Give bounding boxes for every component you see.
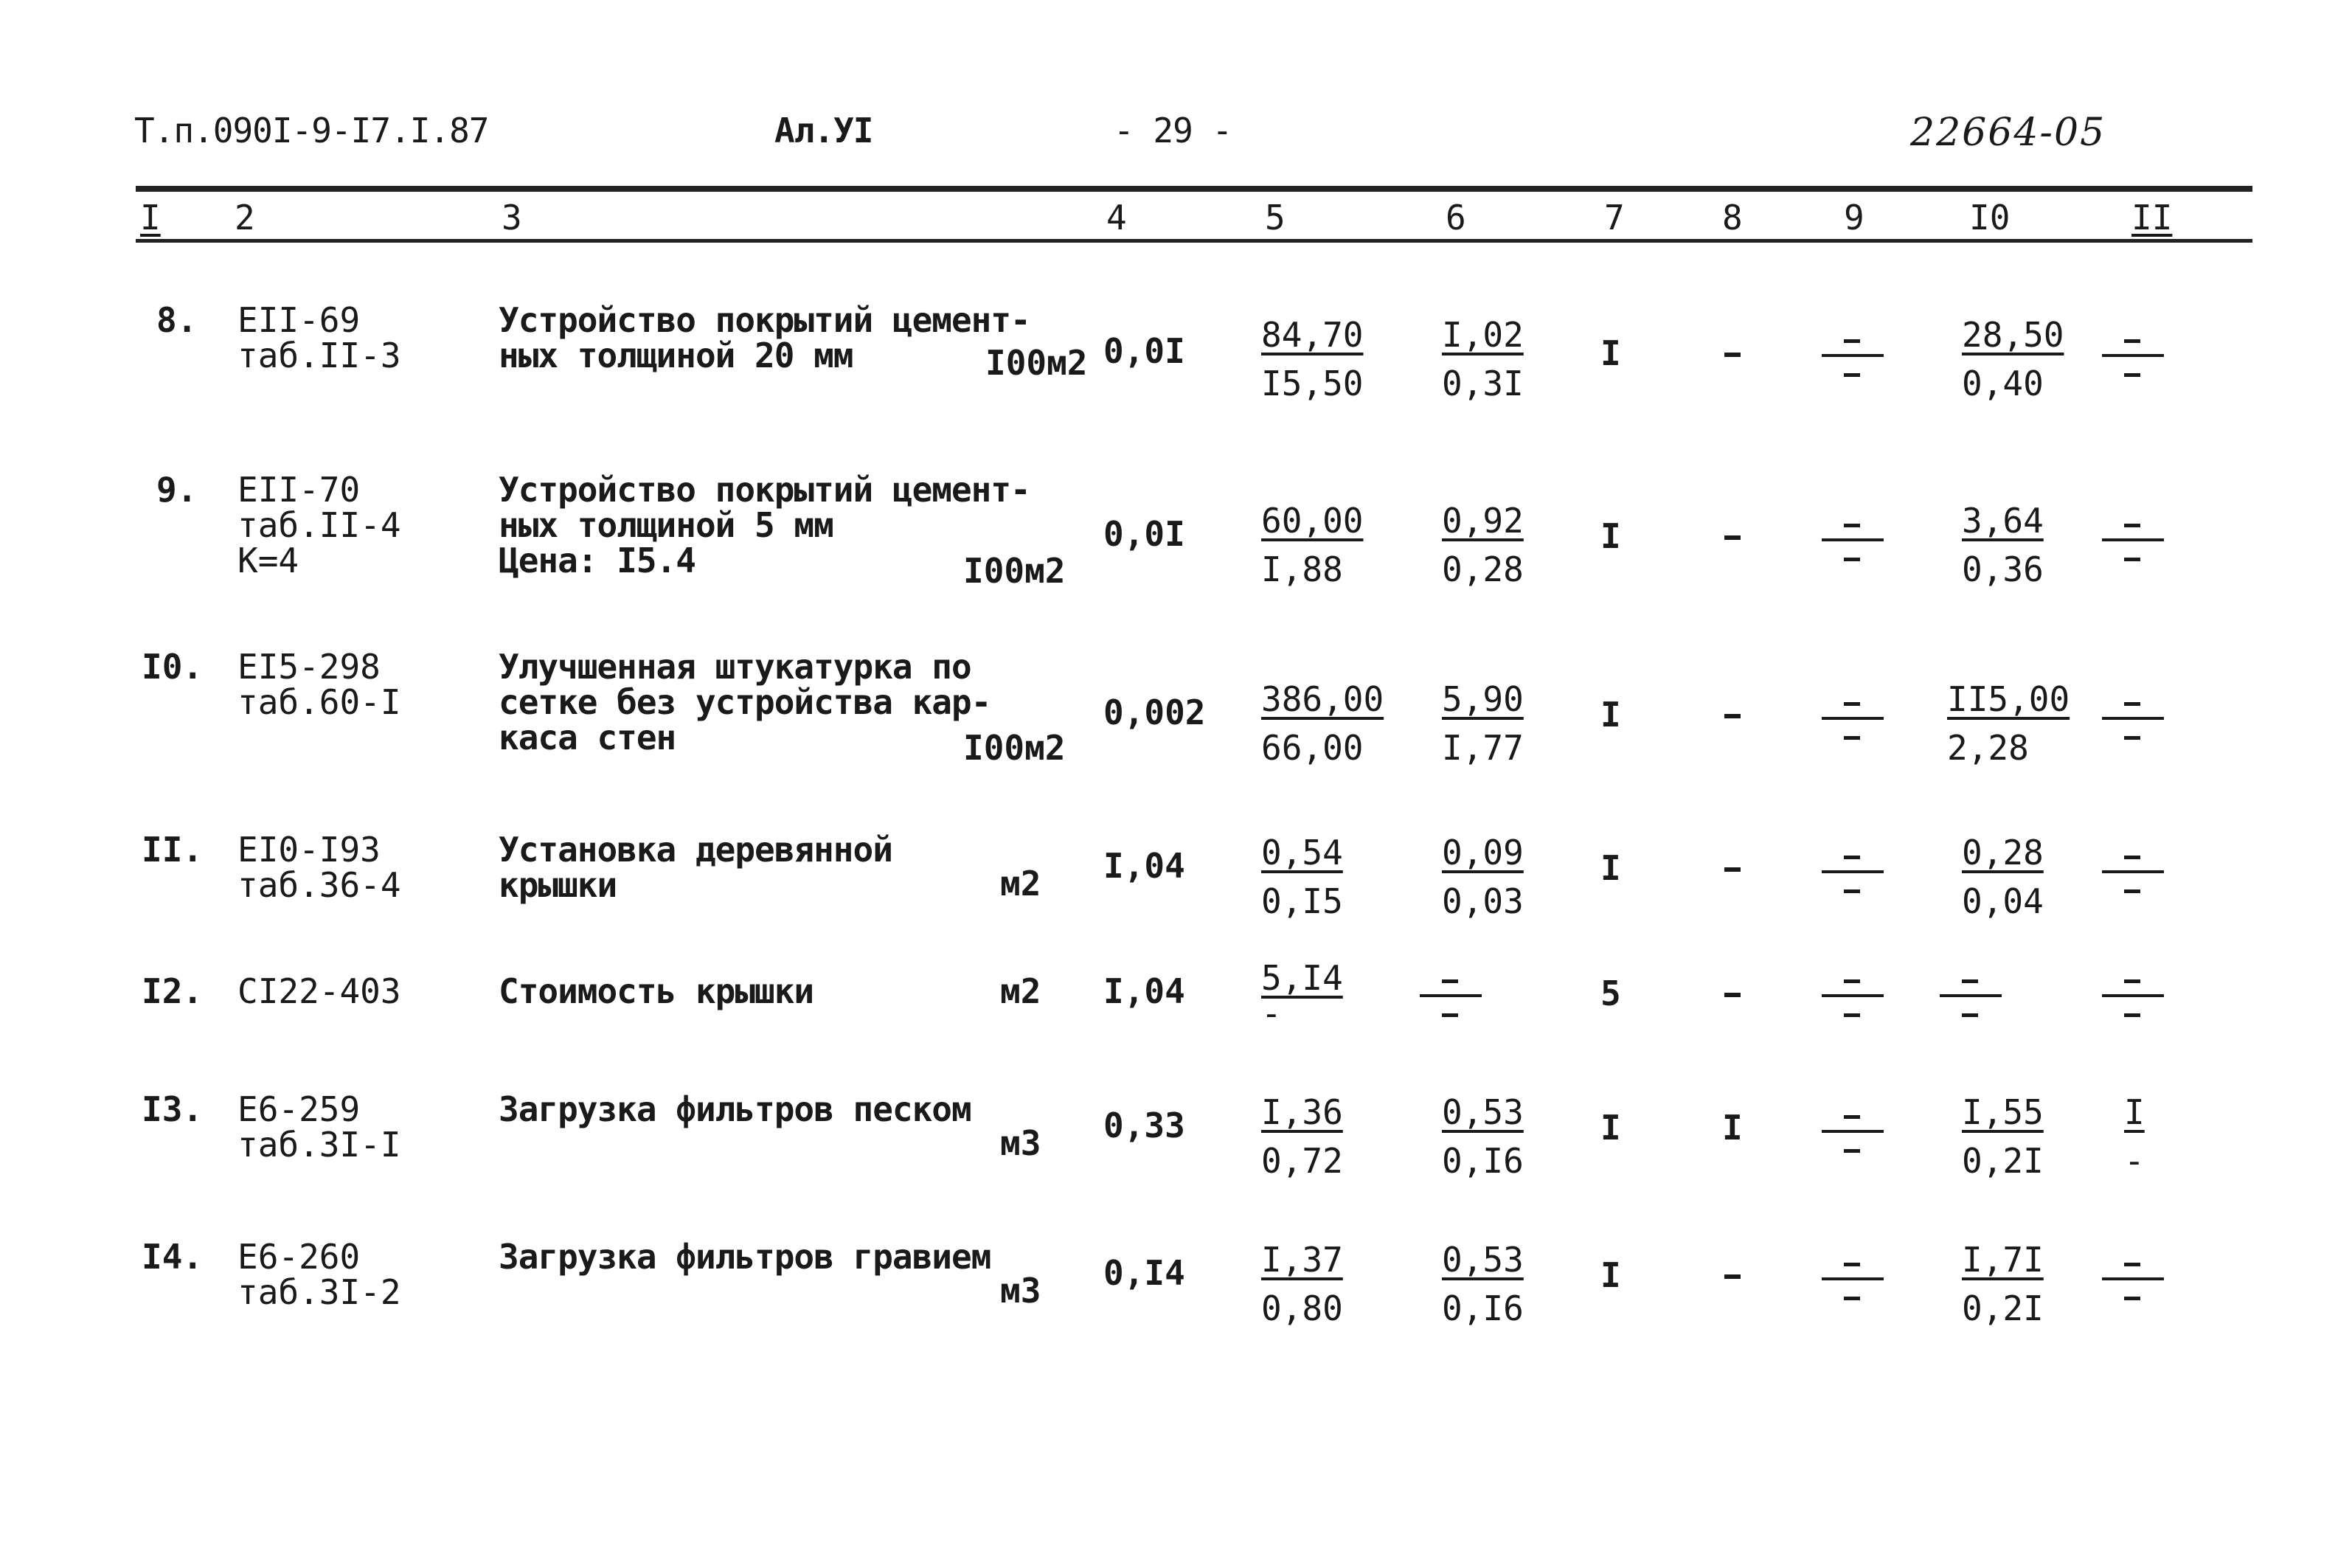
unit-of-measure: м3 (1000, 1123, 1041, 1163)
row-number: I3. (142, 1089, 204, 1129)
fraction-numerator: II5,00 (1947, 679, 2070, 719)
empty-fraction (2102, 518, 2161, 569)
rate-code (237, 649, 401, 720)
description-line: Цена: I5.4 (499, 541, 695, 580)
work-description (499, 832, 892, 903)
rate-code-line: К=4 (237, 541, 299, 580)
rate-code-line: CI22-403 (237, 971, 401, 1011)
rate-code (237, 1239, 401, 1310)
work-description (499, 302, 1030, 373)
quantity: 0,002 (1103, 693, 1206, 732)
column-header-6: 6 (1446, 198, 1466, 237)
unit-of-measure: I00м2 (963, 728, 1066, 768)
fraction-denominator: 0,40 (1962, 364, 2044, 403)
rate-code-line: E6-260 (237, 1237, 361, 1277)
page-number: - 29 - (1114, 111, 1232, 150)
rate-code-line: таб.3I-I (237, 1125, 401, 1165)
column-8-value: I (1722, 1108, 1743, 1148)
fraction-denominator: 0,03 (1442, 881, 1524, 921)
fraction-denominator: 0,I5 (1261, 881, 1343, 921)
fraction-numerator: 5,I4 (1261, 958, 1343, 998)
empty-fraction (2102, 333, 2161, 385)
empty-fraction (1822, 333, 1881, 385)
column-7-value: 5 (1600, 974, 1621, 1013)
work-description (499, 472, 1030, 578)
unit-of-measure: м2 (1000, 864, 1041, 903)
empty-fraction (1822, 696, 1881, 748)
column-header-3: 3 (502, 198, 522, 237)
unit-cost-fraction (1261, 960, 1343, 1031)
fraction-numerator: 0,54 (1261, 833, 1343, 873)
empty-dash (1724, 714, 1741, 718)
fraction-denominator: 0,36 (1962, 549, 2044, 589)
rate-code-line: таб.II-3 (237, 336, 401, 375)
table-header-rule (136, 239, 2252, 243)
row-number: 9. (156, 470, 198, 510)
column-7-value: I (1600, 1108, 1621, 1148)
fraction-numerator: 0,09 (1442, 833, 1524, 873)
row-number: 8. (156, 300, 198, 340)
fraction-denominator: 0,I6 (1442, 1288, 1524, 1328)
rate-code-line: EII-69 (237, 300, 361, 340)
row-number: II. (142, 830, 204, 870)
labor-cost-fraction (1442, 503, 1524, 587)
empty-fraction (2102, 696, 2161, 748)
column-header-11: II (2131, 198, 2173, 237)
labor-cost-fraction (1442, 1242, 1524, 1326)
fraction-numerator: 60,00 (1261, 501, 1364, 541)
document-reference: Т.п.090I-9-I7.I.87 (134, 111, 489, 150)
empty-fraction (1940, 974, 1999, 1025)
column-10-fraction (1947, 681, 2070, 766)
empty-fraction (2102, 850, 2161, 901)
column-10-fraction (1962, 1092, 2044, 1181)
column-7-value: I (1600, 516, 1621, 556)
fraction-numerator: I,7I (1962, 1240, 2044, 1280)
unit-of-measure: м2 (1000, 971, 1041, 1011)
quantity: 0,33 (1103, 1106, 1185, 1145)
album-number: Ал.УI (774, 111, 873, 150)
fraction-numerator: I,02 (1442, 315, 1524, 355)
empty-dash (1724, 867, 1741, 872)
rate-code-line: E6-259 (237, 1089, 361, 1129)
empty-fraction (1822, 1257, 1881, 1308)
empty-fraction (2102, 1257, 2161, 1308)
fraction-numerator: 3,64 (1962, 501, 2044, 541)
description-line: ных толщиной 20 мм (499, 336, 853, 375)
quantity: I,04 (1103, 971, 1185, 1011)
fraction-numerator: 28,50 (1962, 315, 2064, 355)
empty-dash (1724, 353, 1741, 357)
fraction-denominator: I,77 (1442, 728, 1524, 768)
description-line: Загрузка фильтров гравием (499, 1237, 991, 1277)
empty-dash (1724, 535, 1741, 540)
fraction-denominator: 0,04 (1962, 881, 2044, 921)
rate-code (237, 832, 401, 903)
column-header-2: 2 (235, 198, 255, 237)
fraction-denominator: 66,00 (1261, 728, 1364, 768)
column-header-7: 7 (1604, 198, 1625, 237)
description-line: сетке без устройства кар- (499, 682, 991, 722)
fraction-denominator: I5,50 (1261, 364, 1364, 403)
rate-code (237, 971, 401, 1011)
fraction-numerator: 0,28 (1962, 833, 2044, 873)
row-number: I2. (142, 971, 204, 1011)
rate-code-line: таб.3I-2 (237, 1272, 401, 1312)
unit-cost-fraction (1261, 503, 1363, 587)
description-line: Установка деревянной (499, 830, 892, 870)
rate-code-line: EII-70 (237, 470, 361, 510)
column-11-fraction (2124, 1092, 2145, 1181)
unit-cost-fraction (1261, 1242, 1343, 1326)
fraction-denominator: 0,3I (1442, 364, 1524, 403)
fraction-denominator: 0,2I (1962, 1288, 2044, 1328)
column-10-fraction (1962, 1242, 2044, 1326)
handwritten-stamp-number: 22664-05 (1910, 111, 2106, 155)
column-header-9: 9 (1844, 198, 1864, 237)
rate-code-line: EI5-298 (237, 647, 381, 687)
description-line: Стоимость крышки (499, 971, 814, 1011)
fraction-denominator: - (2124, 1141, 2145, 1181)
work-description (499, 971, 814, 1011)
fraction-numerator: 0,53 (1442, 1092, 1524, 1132)
row-number: I0. (142, 647, 204, 687)
unit-cost-fraction (1261, 1092, 1343, 1181)
column-header-10: I0 (1969, 198, 2011, 237)
unit-cost-fraction (1261, 317, 1363, 401)
row-number: I4. (142, 1237, 204, 1277)
fraction-numerator: 84,70 (1261, 315, 1364, 355)
fraction-numerator: I (2124, 1092, 2145, 1132)
column-header-5: 5 (1265, 198, 1286, 237)
unit-of-measure: м3 (1000, 1271, 1041, 1311)
labor-cost-fraction (1442, 681, 1524, 766)
empty-fraction (1822, 850, 1881, 901)
column-10-fraction (1962, 835, 2044, 919)
rate-code (237, 1089, 401, 1165)
column-header-1: I (140, 198, 161, 237)
labor-cost-fraction (1442, 1092, 1524, 1181)
quantity: 0,I4 (1103, 1253, 1185, 1293)
unit-cost-fraction (1261, 835, 1343, 919)
fraction-numerator: I,55 (1962, 1092, 2044, 1132)
empty-fraction (2102, 974, 2161, 1025)
description-line: ных толщиной 5 мм (499, 505, 833, 545)
fraction-denominator: 0,28 (1442, 549, 1524, 589)
quantity: 0,0I (1103, 331, 1185, 371)
fraction-denominator: I,88 (1261, 549, 1343, 589)
quantity: I,04 (1103, 846, 1185, 886)
labor-cost-fraction (1442, 317, 1524, 401)
empty-dash (1724, 1274, 1741, 1279)
fraction-numerator: 0,92 (1442, 501, 1524, 541)
fraction-numerator: I,37 (1261, 1240, 1343, 1280)
quantity: 0,0I (1103, 514, 1185, 554)
unit-of-measure: I00м2 (963, 551, 1066, 591)
column-header-4: 4 (1106, 198, 1127, 237)
labor-cost-fraction (1442, 835, 1524, 919)
description-line: крышки (499, 865, 617, 905)
rate-code-line: EI0-I93 (237, 830, 381, 870)
column-7-value: I (1600, 333, 1621, 373)
work-description (499, 1089, 971, 1129)
fraction-denominator: 0,72 (1261, 1141, 1343, 1181)
table-top-rule (136, 186, 2252, 192)
description-line: Улучшенная штукатурка по (499, 647, 971, 687)
empty-fraction (1420, 974, 1479, 1025)
description-line: Загрузка фильтров песком (499, 1089, 971, 1129)
fraction-numerator: 0,53 (1442, 1240, 1524, 1280)
unit-cost-fraction (1261, 681, 1384, 766)
column-header-8: 8 (1722, 198, 1743, 237)
description-line: каса стен (499, 718, 676, 757)
rate-code (237, 302, 401, 373)
rate-code (237, 472, 401, 578)
fraction-denominator: 0,2I (1962, 1141, 2044, 1181)
rate-code-line: таб.II-4 (237, 505, 401, 545)
fraction-denominator: 0,80 (1261, 1288, 1343, 1328)
fraction-denominator: 0,I6 (1442, 1141, 1524, 1181)
fraction-numerator: 5,90 (1442, 679, 1524, 719)
unit-of-measure: I00м2 (985, 343, 1088, 383)
empty-fraction (1822, 974, 1881, 1025)
column-7-value: I (1600, 1255, 1621, 1295)
empty-fraction (1822, 1109, 1881, 1161)
fraction-denominator: 2,28 (1947, 728, 2029, 768)
empty-fraction (1822, 518, 1881, 569)
fraction-numerator: I,36 (1261, 1092, 1343, 1132)
fraction-denominator: - (1261, 993, 1282, 1033)
work-description (499, 1237, 991, 1277)
description-line: Устройство покрытий цемент- (499, 300, 1030, 340)
column-10-fraction (1962, 503, 2044, 587)
work-description (499, 649, 991, 755)
column-7-value: I (1600, 848, 1621, 888)
rate-code-line: таб.36-4 (237, 865, 401, 905)
column-10-fraction (1962, 317, 2064, 401)
column-7-value: I (1600, 695, 1621, 735)
fraction-numerator: 386,00 (1261, 679, 1384, 719)
description-line: Устройство покрытий цемент- (499, 470, 1030, 510)
rate-code-line: таб.60-I (237, 682, 401, 722)
empty-dash (1724, 993, 1741, 997)
